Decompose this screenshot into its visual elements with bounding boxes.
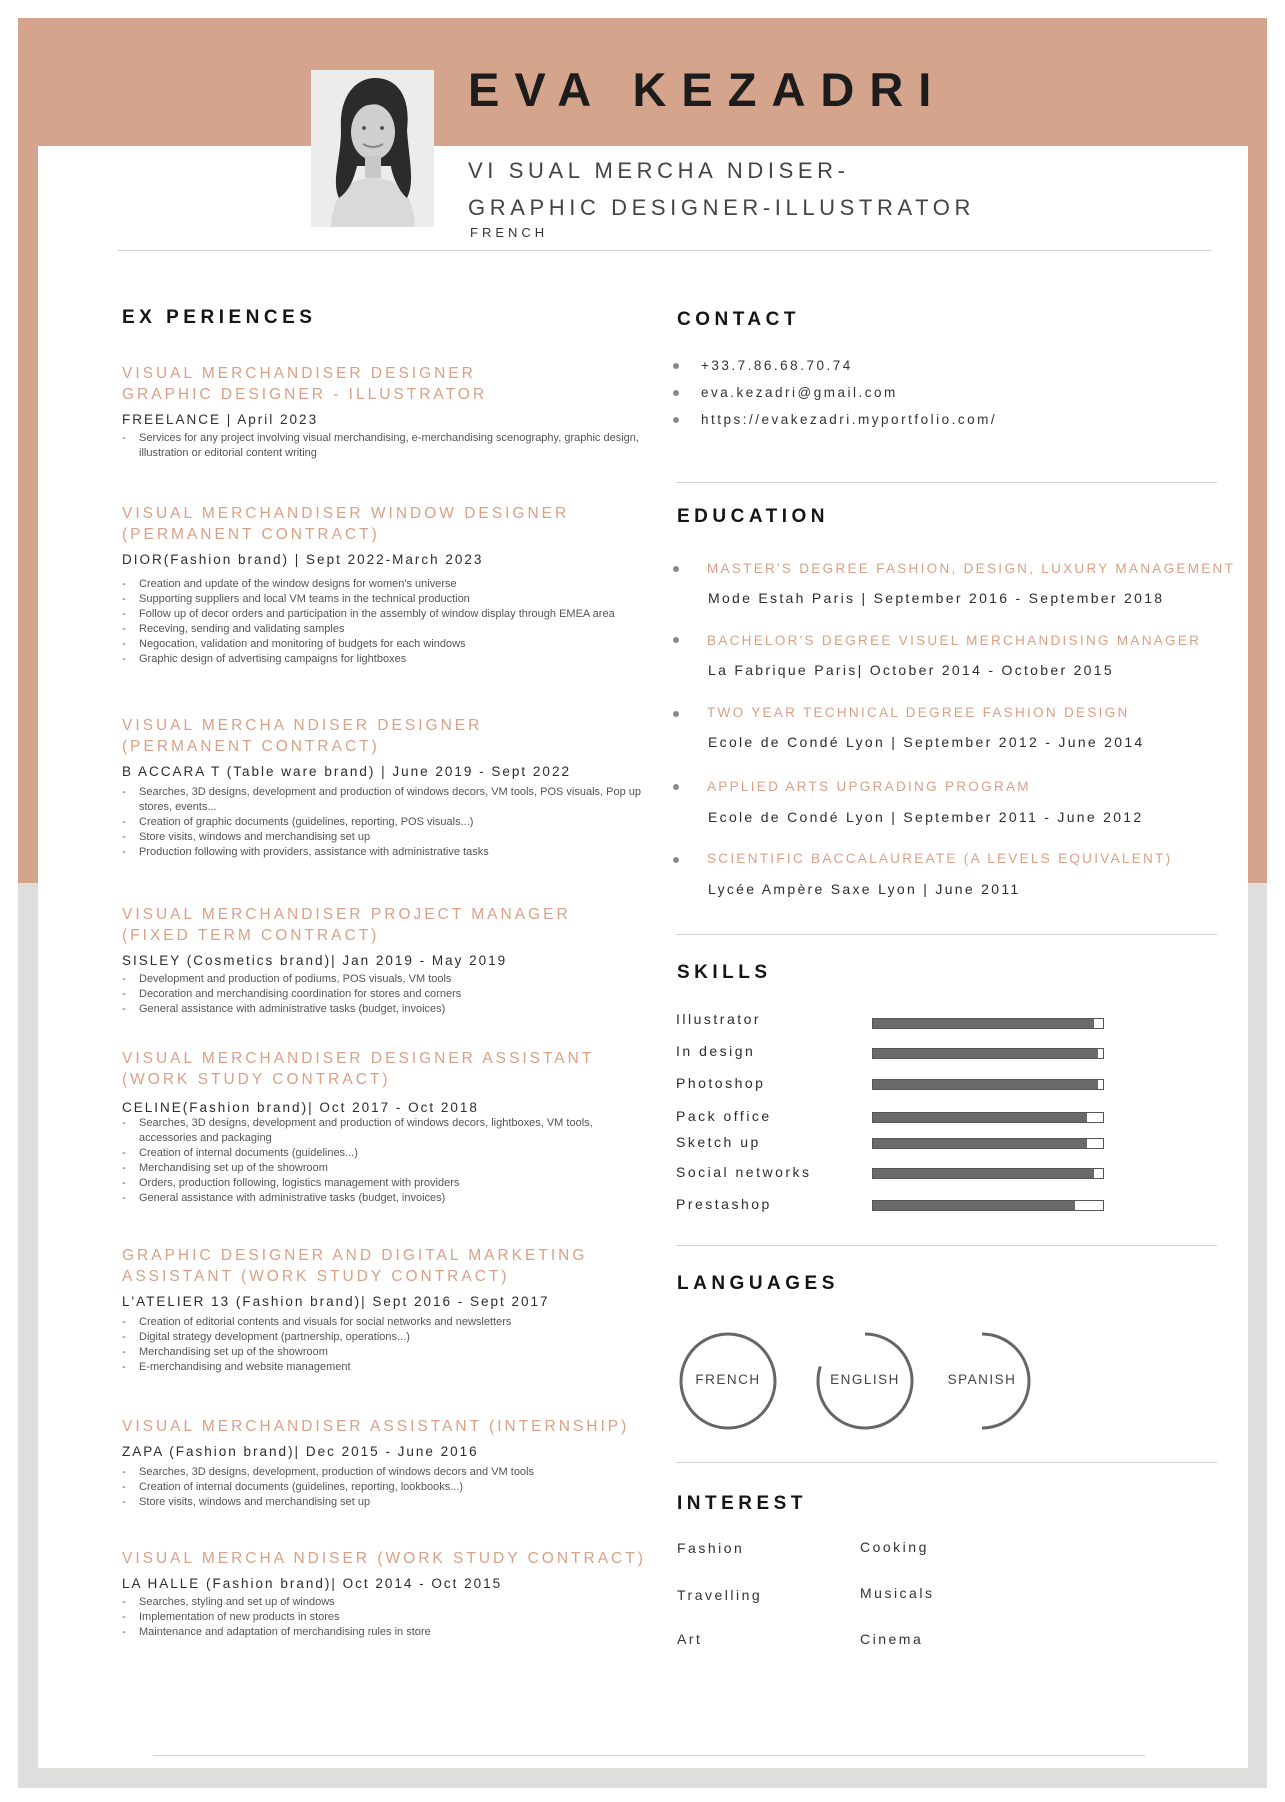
skill-bar-fill	[873, 1201, 1075, 1210]
experience-item	[122, 1245, 652, 1375]
interest-item: Art	[677, 1631, 703, 1647]
experience-title-line: ASSISTANT (WORK STUDY CONTRACT)	[122, 1268, 510, 1285]
header-divider	[118, 250, 1211, 251]
experience-item	[122, 904, 652, 1017]
experience-bullet: - Orders, production following, logistics management with providers	[122, 1176, 652, 1191]
interest-item: Travelling	[677, 1587, 763, 1603]
experience-title	[122, 1416, 652, 1437]
bullet-dot-icon	[673, 711, 679, 717]
experience-bullet: - Follow up of decor orders and participation in the assembly of window display through EMEA area	[122, 607, 652, 622]
experience-bullet: - Services for any project involving visual merchandising, e-merchandising scenography, graphic design, illustration or editorial content writing	[122, 431, 652, 461]
experience-bullet: - Decoration and merchandising coordination for stores and corners	[122, 987, 652, 1002]
bullet-dot-icon	[673, 784, 679, 790]
education-school: Lycée Ampère Saxe Lyon | June 2011	[708, 881, 1021, 897]
experience-company: B ACCARA T (Table ware brand) | June 2019 - Sept 2022	[122, 764, 571, 779]
experience-title	[122, 904, 652, 946]
skill-bar-fill	[873, 1019, 1094, 1028]
experience-bullet: - Creation of internal documents (guidelines...)	[122, 1146, 652, 1161]
experience-bullets	[122, 1116, 652, 1206]
language-label: FRENCH	[695, 1372, 761, 1387]
experience-bullet: - General assistance with administrative tasks (budget, invoices)	[122, 1191, 652, 1206]
experience-bullet: - Creation of editorial contents and visuals for social networks and newsletters	[122, 1315, 652, 1330]
language-spanish	[932, 1331, 1032, 1431]
interest-item: Cooking	[860, 1539, 929, 1555]
bullet-dot-icon	[673, 857, 679, 863]
experience-bullets	[122, 577, 652, 667]
bullet-dot-icon	[673, 390, 679, 396]
experience-item	[122, 503, 652, 667]
education-degree: BACHELOR'S DEGREE VISUEL MERCHANDISING MANAGER	[707, 633, 1202, 648]
skill-label: Sketch up	[676, 1134, 761, 1150]
experience-title-line: VISUAL MERCHANDISER DESIGNER	[122, 365, 476, 382]
experience-title-line: GRAPHIC DESIGNER - ILLUSTRATOR	[122, 386, 488, 403]
website-text: https://evakezadri.myportfolio.com/	[701, 412, 998, 427]
experience-title	[122, 715, 652, 757]
education-degree: TWO YEAR TECHNICAL DEGREE FASHION DESIGN	[707, 705, 1130, 720]
bullet-dot-icon	[673, 566, 679, 572]
nationality: FRENCH	[470, 225, 549, 240]
bullet-dot-icon	[673, 417, 679, 423]
experience-company: SISLEY (Cosmetics brand)| Jan 2019 - May 2019	[122, 953, 508, 968]
experience-title-line: VISUAL MERCHA NDISER DESIGNER	[122, 717, 483, 734]
interest-item: Fashion	[677, 1540, 745, 1556]
experience-bullet: - Supporting suppliers and local VM teams in the technical production	[122, 592, 652, 607]
experience-bullet: - Searches, styling and set up of windows	[122, 1595, 652, 1610]
experience-bullet: - Implementation of new products in stores	[122, 1610, 652, 1625]
experience-title	[122, 503, 652, 545]
experience-title-line: (WORK STUDY CONTRACT)	[122, 1071, 391, 1088]
footer-divider	[153, 1755, 1145, 1756]
skill-bar-fill	[873, 1139, 1087, 1148]
section-divider	[676, 1462, 1217, 1463]
contact-website[interactable]	[673, 412, 997, 427]
experience-bullets	[122, 1315, 652, 1375]
experience-title-line: (FIXED TERM CONTRACT)	[122, 927, 380, 944]
language-english	[815, 1331, 915, 1431]
experience-bullet: - Digital strategy development (partnership, operations...)	[122, 1330, 652, 1345]
experience-bullet: - Creation of graphic documents (guidelines, reporting, POS visuals...)	[122, 815, 652, 830]
job-title-line-2: GRAPHIC DESIGNER-ILLUSTRATOR	[468, 195, 975, 220]
education-heading: EDUCATION	[677, 506, 830, 527]
skill-label: Pack office	[676, 1108, 772, 1124]
experience-item	[122, 1416, 652, 1510]
experience-bullets	[122, 1595, 652, 1640]
experience-title-line: VISUAL MERCHANDISER WINDOW DESIGNER	[122, 505, 570, 522]
email-text: eva.kezadri@gmail.com	[701, 385, 898, 400]
contact-phone[interactable]	[673, 358, 853, 373]
experience-item	[122, 715, 652, 860]
experience-company: FREELANCE | April 2023	[122, 412, 319, 427]
education-degree: SCIENTIFIC BACCALAUREATE (A LEVELS EQUIVALENT)	[707, 851, 1173, 866]
skill-label: Illustrator	[676, 1011, 762, 1027]
experience-company: CELINE(Fashion brand)| Oct 2017 - Oct 2018	[122, 1100, 479, 1115]
experience-bullet: - Store visits, windows and merchandising set up	[122, 1495, 652, 1510]
job-title	[468, 152, 975, 226]
skill-bar-fill	[873, 1169, 1094, 1178]
language-label: ENGLISH	[830, 1372, 900, 1387]
experience-item	[122, 1548, 652, 1640]
experience-bullet: - Store visits, windows and merchandising set up	[122, 830, 652, 845]
section-divider	[676, 1245, 1217, 1246]
experience-bullet: - Production following with providers, assistance with administrative tasks	[122, 845, 652, 860]
experience-title-line: VISUAL MERCHA NDISER (WORK STUDY CONTRACT)	[122, 1550, 646, 1567]
experience-bullet: - Merchandising set up of the showroom	[122, 1161, 652, 1176]
experience-title-line: (PERMANENT CONTRACT)	[122, 526, 380, 543]
phone-text: +33.7.86.68.70.74	[701, 358, 853, 373]
skill-bar-fill	[873, 1080, 1098, 1089]
section-divider	[676, 934, 1217, 935]
experience-company: ZAPA (Fashion brand)| Dec 2015 - June 2016	[122, 1444, 479, 1459]
education-school: Ecole de Condé Lyon | September 2012 - June 2014	[708, 734, 1145, 750]
experience-bullet: - Searches, 3D designs, development and production of windows decors, VM tools, POS visuals, Pop up stores, events...	[122, 785, 652, 815]
experience-bullet: - Creation and update of the window designs for women's universe	[122, 577, 652, 592]
education-school: Ecole de Condé Lyon | September 2011 - June 2012	[708, 809, 1144, 825]
experience-bullet: - General assistance with administrative tasks (budget, invoices)	[122, 1002, 652, 1017]
bullet-dot-icon	[673, 637, 679, 643]
contact-heading: CONTACT	[677, 309, 800, 330]
skills-heading: SKILLS	[677, 962, 772, 983]
experience-bullet: - Receving, sending and validating samples	[122, 622, 652, 637]
experience-bullet: - Searches, 3D designs, development and production of windows decors, lightboxes, VM tools, accessories and packaging	[122, 1116, 652, 1146]
experience-title	[122, 1245, 652, 1287]
language-french	[678, 1331, 778, 1431]
interest-item: Cinema	[860, 1631, 924, 1647]
experience-bullets	[122, 785, 652, 860]
experience-title-line: (PERMANENT CONTRACT)	[122, 738, 380, 755]
experience-bullets	[122, 1465, 652, 1510]
skill-bar	[872, 1018, 1104, 1029]
job-title-line-1: VI SUAL MERCHA NDISER-	[468, 158, 850, 183]
skill-label: Prestashop	[676, 1196, 772, 1212]
experience-bullet: - Maintenance and adaptation of merchandising rules in store	[122, 1625, 652, 1640]
skill-bar	[872, 1048, 1104, 1059]
experience-bullet: - Creation of internal documents (guidelines, reporting, lookbooks...)	[122, 1480, 652, 1495]
experience-item	[122, 363, 652, 461]
skill-bar	[872, 1168, 1104, 1179]
experience-title-line: VISUAL MERCHANDISER ASSISTANT (INTERNSHIP)	[122, 1418, 630, 1435]
experience-company: DIOR(Fashion brand) | Sept 2022-March 2023	[122, 552, 484, 567]
skill-bar-fill	[873, 1113, 1087, 1122]
interest-item: Musicals	[860, 1585, 935, 1601]
education-degree: APPLIED ARTS UPGRADING PROGRAM	[707, 779, 1031, 794]
languages-heading: LANGUAGES	[677, 1273, 839, 1294]
experience-bullet: - Searches, 3D designs, development, production of windows decors and VM tools	[122, 1465, 652, 1480]
skill-bar	[872, 1138, 1104, 1149]
experience-title	[122, 363, 652, 405]
skill-label: Social networks	[676, 1164, 812, 1180]
experience-bullets	[122, 431, 652, 461]
experience-item	[122, 1048, 652, 1206]
experience-bullet: - Development and production of podiums, POS visuals, VM tools	[122, 972, 652, 987]
education-school: Mode Estah Paris | September 2016 - September 2018	[708, 590, 1165, 606]
skill-bar	[872, 1200, 1104, 1211]
experience-bullet: - Merchandising set up of the showroom	[122, 1345, 652, 1360]
experience-title	[122, 1048, 652, 1090]
experience-company: LA HALLE (Fashion brand)| Oct 2014 - Oct 2015	[122, 1576, 503, 1591]
experiences-heading: EX PERIENCES	[122, 307, 317, 328]
education-school: La Fabrique Paris| October 2014 - October 2015	[708, 662, 1114, 678]
skill-bar	[872, 1112, 1104, 1123]
experience-title	[122, 1548, 652, 1569]
skill-label: Photoshop	[676, 1075, 766, 1091]
experience-bullets	[122, 972, 652, 1017]
skill-label: In design	[676, 1043, 756, 1059]
interest-heading: INTEREST	[677, 1493, 807, 1514]
experience-bullet: - Negocation, validation and monitoring of budgets for each windows	[122, 637, 652, 652]
skill-bar-fill	[873, 1049, 1098, 1058]
experience-company: L'ATELIER 13 (Fashion brand)| Sept 2016 - Sept 2017	[122, 1294, 550, 1309]
bullet-dot-icon	[673, 363, 679, 369]
experience-title-line: VISUAL MERCHANDISER PROJECT MANAGER	[122, 906, 571, 923]
experience-title-line: GRAPHIC DESIGNER AND DIGITAL MARKETING	[122, 1247, 588, 1264]
experience-bullet: - Graphic design of advertising campaigns for lightboxes	[122, 652, 652, 667]
experience-bullet: - E-merchandising and website management	[122, 1360, 652, 1375]
profile-photo	[311, 70, 434, 227]
education-degree: MASTER'S DEGREE FASHION, DESIGN, LUXURY MANAGEMENT	[707, 561, 1236, 576]
section-divider	[676, 482, 1217, 483]
skill-bar	[872, 1079, 1104, 1090]
candidate-name: EVA KEZADRI	[468, 63, 947, 116]
experience-title-line: VISUAL MERCHANDISER DESIGNER ASSISTANT	[122, 1050, 595, 1067]
language-label: SPANISH	[947, 1372, 1017, 1387]
contact-email[interactable]	[673, 385, 898, 400]
